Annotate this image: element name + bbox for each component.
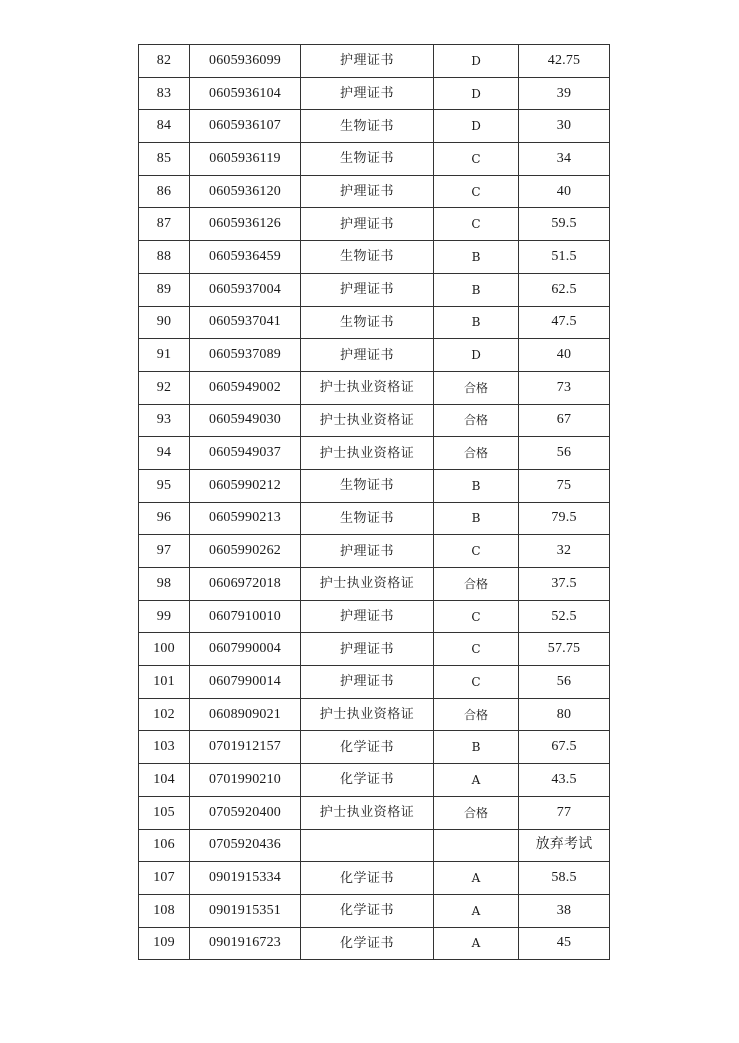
score-cell: 58.5 xyxy=(519,862,610,895)
score-cell: 80 xyxy=(519,698,610,731)
candidate-id-cell: 0605936099 xyxy=(190,45,301,78)
grade-cell: B xyxy=(434,469,519,502)
score-cell: 62.5 xyxy=(519,273,610,306)
grade-cell: B xyxy=(434,502,519,535)
score-cell: 73 xyxy=(519,371,610,404)
table-row xyxy=(139,404,610,437)
candidate-id-cell: 0901915351 xyxy=(190,894,301,927)
grade-cell: D xyxy=(434,339,519,372)
table-row xyxy=(139,535,610,568)
score-cell: 77 xyxy=(519,796,610,829)
table-row xyxy=(139,208,610,241)
candidate-id-cell: 0701912157 xyxy=(190,731,301,764)
table-row xyxy=(139,600,610,633)
candidate-id-cell: 0607990014 xyxy=(190,666,301,699)
certificate-cell: 护理证书 xyxy=(301,77,434,110)
grade-cell: C xyxy=(434,666,519,699)
score-table xyxy=(138,44,610,960)
score-cell: 37.5 xyxy=(519,568,610,601)
grade-cell: C xyxy=(434,143,519,176)
certificate-cell: 生物证书 xyxy=(301,502,434,535)
row-number-cell: 86 xyxy=(139,175,190,208)
row-number-cell: 101 xyxy=(139,666,190,699)
row-number-cell: 96 xyxy=(139,502,190,535)
score-cell: 43.5 xyxy=(519,764,610,797)
grade-cell: B xyxy=(434,731,519,764)
row-number-cell: 91 xyxy=(139,339,190,372)
row-number-cell: 104 xyxy=(139,764,190,797)
candidate-id-cell: 0605936107 xyxy=(190,110,301,143)
grade-cell: A xyxy=(434,894,519,927)
candidate-id-cell: 0605990212 xyxy=(190,469,301,502)
certificate-cell: 护理证书 xyxy=(301,535,434,568)
row-number-cell: 93 xyxy=(139,404,190,437)
certificate-cell: 护士执业资格证 xyxy=(301,568,434,601)
score-cell: 30 xyxy=(519,110,610,143)
candidate-id-cell: 0605990262 xyxy=(190,535,301,568)
table-row xyxy=(139,371,610,404)
certificate-cell: 护理证书 xyxy=(301,175,434,208)
grade-cell: A xyxy=(434,764,519,797)
candidate-id-cell: 0605936104 xyxy=(190,77,301,110)
grade-cell: D xyxy=(434,110,519,143)
table-row xyxy=(139,502,610,535)
grade-cell: C xyxy=(434,600,519,633)
certificate-cell xyxy=(301,829,434,862)
grade-cell: D xyxy=(434,77,519,110)
certificate-cell: 护理证书 xyxy=(301,208,434,241)
score-cell: 79.5 xyxy=(519,502,610,535)
row-number-cell: 85 xyxy=(139,143,190,176)
certificate-cell: 护士执业资格证 xyxy=(301,698,434,731)
row-number-cell: 105 xyxy=(139,796,190,829)
row-number-cell: 92 xyxy=(139,371,190,404)
certificate-cell: 生物证书 xyxy=(301,110,434,143)
certificate-cell: 生物证书 xyxy=(301,469,434,502)
table-row xyxy=(139,927,610,960)
score-cell: 56 xyxy=(519,666,610,699)
row-number-cell: 84 xyxy=(139,110,190,143)
grade-cell: C xyxy=(434,633,519,666)
candidate-id-cell: 0607910010 xyxy=(190,600,301,633)
certificate-cell: 护理证书 xyxy=(301,273,434,306)
table-row xyxy=(139,241,610,274)
candidate-id-cell: 0705920436 xyxy=(190,829,301,862)
candidate-id-cell: 0605937089 xyxy=(190,339,301,372)
certificate-cell: 护士执业资格证 xyxy=(301,371,434,404)
score-table-body xyxy=(139,45,610,960)
certificate-cell: 生物证书 xyxy=(301,143,434,176)
score-cell: 57.75 xyxy=(519,633,610,666)
score-cell: 75 xyxy=(519,469,610,502)
row-number-cell: 106 xyxy=(139,829,190,862)
table-row xyxy=(139,731,610,764)
grade-cell: 合格 xyxy=(434,698,519,731)
candidate-id-cell: 0608909021 xyxy=(190,698,301,731)
row-number-cell: 90 xyxy=(139,306,190,339)
score-cell: 放弃考试 xyxy=(519,829,610,862)
table-row xyxy=(139,829,610,862)
certificate-cell: 护理证书 xyxy=(301,666,434,699)
score-cell: 67 xyxy=(519,404,610,437)
certificate-cell: 护理证书 xyxy=(301,633,434,666)
row-number-cell: 108 xyxy=(139,894,190,927)
grade-cell: 合格 xyxy=(434,568,519,601)
candidate-id-cell: 0901916723 xyxy=(190,927,301,960)
row-number-cell: 98 xyxy=(139,568,190,601)
certificate-cell: 护士执业资格证 xyxy=(301,796,434,829)
candidate-id-cell: 0605949030 xyxy=(190,404,301,437)
grade-cell: D xyxy=(434,45,519,78)
table-row xyxy=(139,862,610,895)
candidate-id-cell: 0606972018 xyxy=(190,568,301,601)
row-number-cell: 83 xyxy=(139,77,190,110)
row-number-cell: 95 xyxy=(139,469,190,502)
score-cell: 67.5 xyxy=(519,731,610,764)
grade-cell: A xyxy=(434,862,519,895)
row-number-cell: 100 xyxy=(139,633,190,666)
certificate-cell: 生物证书 xyxy=(301,306,434,339)
candidate-id-cell: 0605949037 xyxy=(190,437,301,470)
table-row xyxy=(139,764,610,797)
certificate-cell: 护理证书 xyxy=(301,45,434,78)
certificate-cell: 生物证书 xyxy=(301,241,434,274)
candidate-id-cell: 0605936126 xyxy=(190,208,301,241)
grade-cell xyxy=(434,829,519,862)
table-row xyxy=(139,110,610,143)
table-row xyxy=(139,568,610,601)
grade-cell: 合格 xyxy=(434,796,519,829)
candidate-id-cell: 0607990004 xyxy=(190,633,301,666)
row-number-cell: 89 xyxy=(139,273,190,306)
score-cell: 40 xyxy=(519,175,610,208)
grade-cell: C xyxy=(434,535,519,568)
candidate-id-cell: 0605936119 xyxy=(190,143,301,176)
table-row xyxy=(139,306,610,339)
candidate-id-cell: 0605990213 xyxy=(190,502,301,535)
row-number-cell: 87 xyxy=(139,208,190,241)
score-cell: 39 xyxy=(519,77,610,110)
score-cell: 47.5 xyxy=(519,306,610,339)
candidate-id-cell: 0605949002 xyxy=(190,371,301,404)
row-number-cell: 102 xyxy=(139,698,190,731)
certificate-cell: 化学证书 xyxy=(301,862,434,895)
grade-cell: 合格 xyxy=(434,437,519,470)
grade-cell: 合格 xyxy=(434,404,519,437)
row-number-cell: 88 xyxy=(139,241,190,274)
score-cell: 56 xyxy=(519,437,610,470)
candidate-id-cell: 0901915334 xyxy=(190,862,301,895)
candidate-id-cell: 0701990210 xyxy=(190,764,301,797)
table-row xyxy=(139,796,610,829)
table-row xyxy=(139,143,610,176)
grade-cell: A xyxy=(434,927,519,960)
score-cell: 32 xyxy=(519,535,610,568)
grade-cell: C xyxy=(434,175,519,208)
candidate-id-cell: 0705920400 xyxy=(190,796,301,829)
score-cell: 51.5 xyxy=(519,241,610,274)
score-cell: 40 xyxy=(519,339,610,372)
certificate-cell: 化学证书 xyxy=(301,731,434,764)
candidate-id-cell: 0605936120 xyxy=(190,175,301,208)
table-row xyxy=(139,666,610,699)
grade-cell: B xyxy=(434,241,519,274)
score-cell: 38 xyxy=(519,894,610,927)
certificate-cell: 化学证书 xyxy=(301,764,434,797)
row-number-cell: 97 xyxy=(139,535,190,568)
certificate-cell: 化学证书 xyxy=(301,894,434,927)
table-row xyxy=(139,339,610,372)
row-number-cell: 103 xyxy=(139,731,190,764)
row-number-cell: 99 xyxy=(139,600,190,633)
score-cell: 59.5 xyxy=(519,208,610,241)
score-cell: 52.5 xyxy=(519,600,610,633)
grade-cell: B xyxy=(434,306,519,339)
certificate-cell: 护士执业资格证 xyxy=(301,404,434,437)
row-number-cell: 107 xyxy=(139,862,190,895)
certificate-cell: 化学证书 xyxy=(301,927,434,960)
certificate-cell: 护理证书 xyxy=(301,339,434,372)
table-row xyxy=(139,273,610,306)
table-row xyxy=(139,698,610,731)
score-table-sheet xyxy=(138,44,610,960)
grade-cell: C xyxy=(434,208,519,241)
table-row xyxy=(139,77,610,110)
table-row xyxy=(139,894,610,927)
table-row xyxy=(139,175,610,208)
score-cell: 34 xyxy=(519,143,610,176)
grade-cell: 合格 xyxy=(434,371,519,404)
candidate-id-cell: 0605937041 xyxy=(190,306,301,339)
row-number-cell: 109 xyxy=(139,927,190,960)
certificate-cell: 护士执业资格证 xyxy=(301,437,434,470)
candidate-id-cell: 0605937004 xyxy=(190,273,301,306)
score-cell: 45 xyxy=(519,927,610,960)
table-row xyxy=(139,633,610,666)
row-number-cell: 94 xyxy=(139,437,190,470)
grade-cell: B xyxy=(434,273,519,306)
table-row xyxy=(139,469,610,502)
row-number-cell: 82 xyxy=(139,45,190,78)
table-row xyxy=(139,437,610,470)
candidate-id-cell: 0605936459 xyxy=(190,241,301,274)
table-row xyxy=(139,45,610,78)
certificate-cell: 护理证书 xyxy=(301,600,434,633)
score-cell: 42.75 xyxy=(519,45,610,78)
